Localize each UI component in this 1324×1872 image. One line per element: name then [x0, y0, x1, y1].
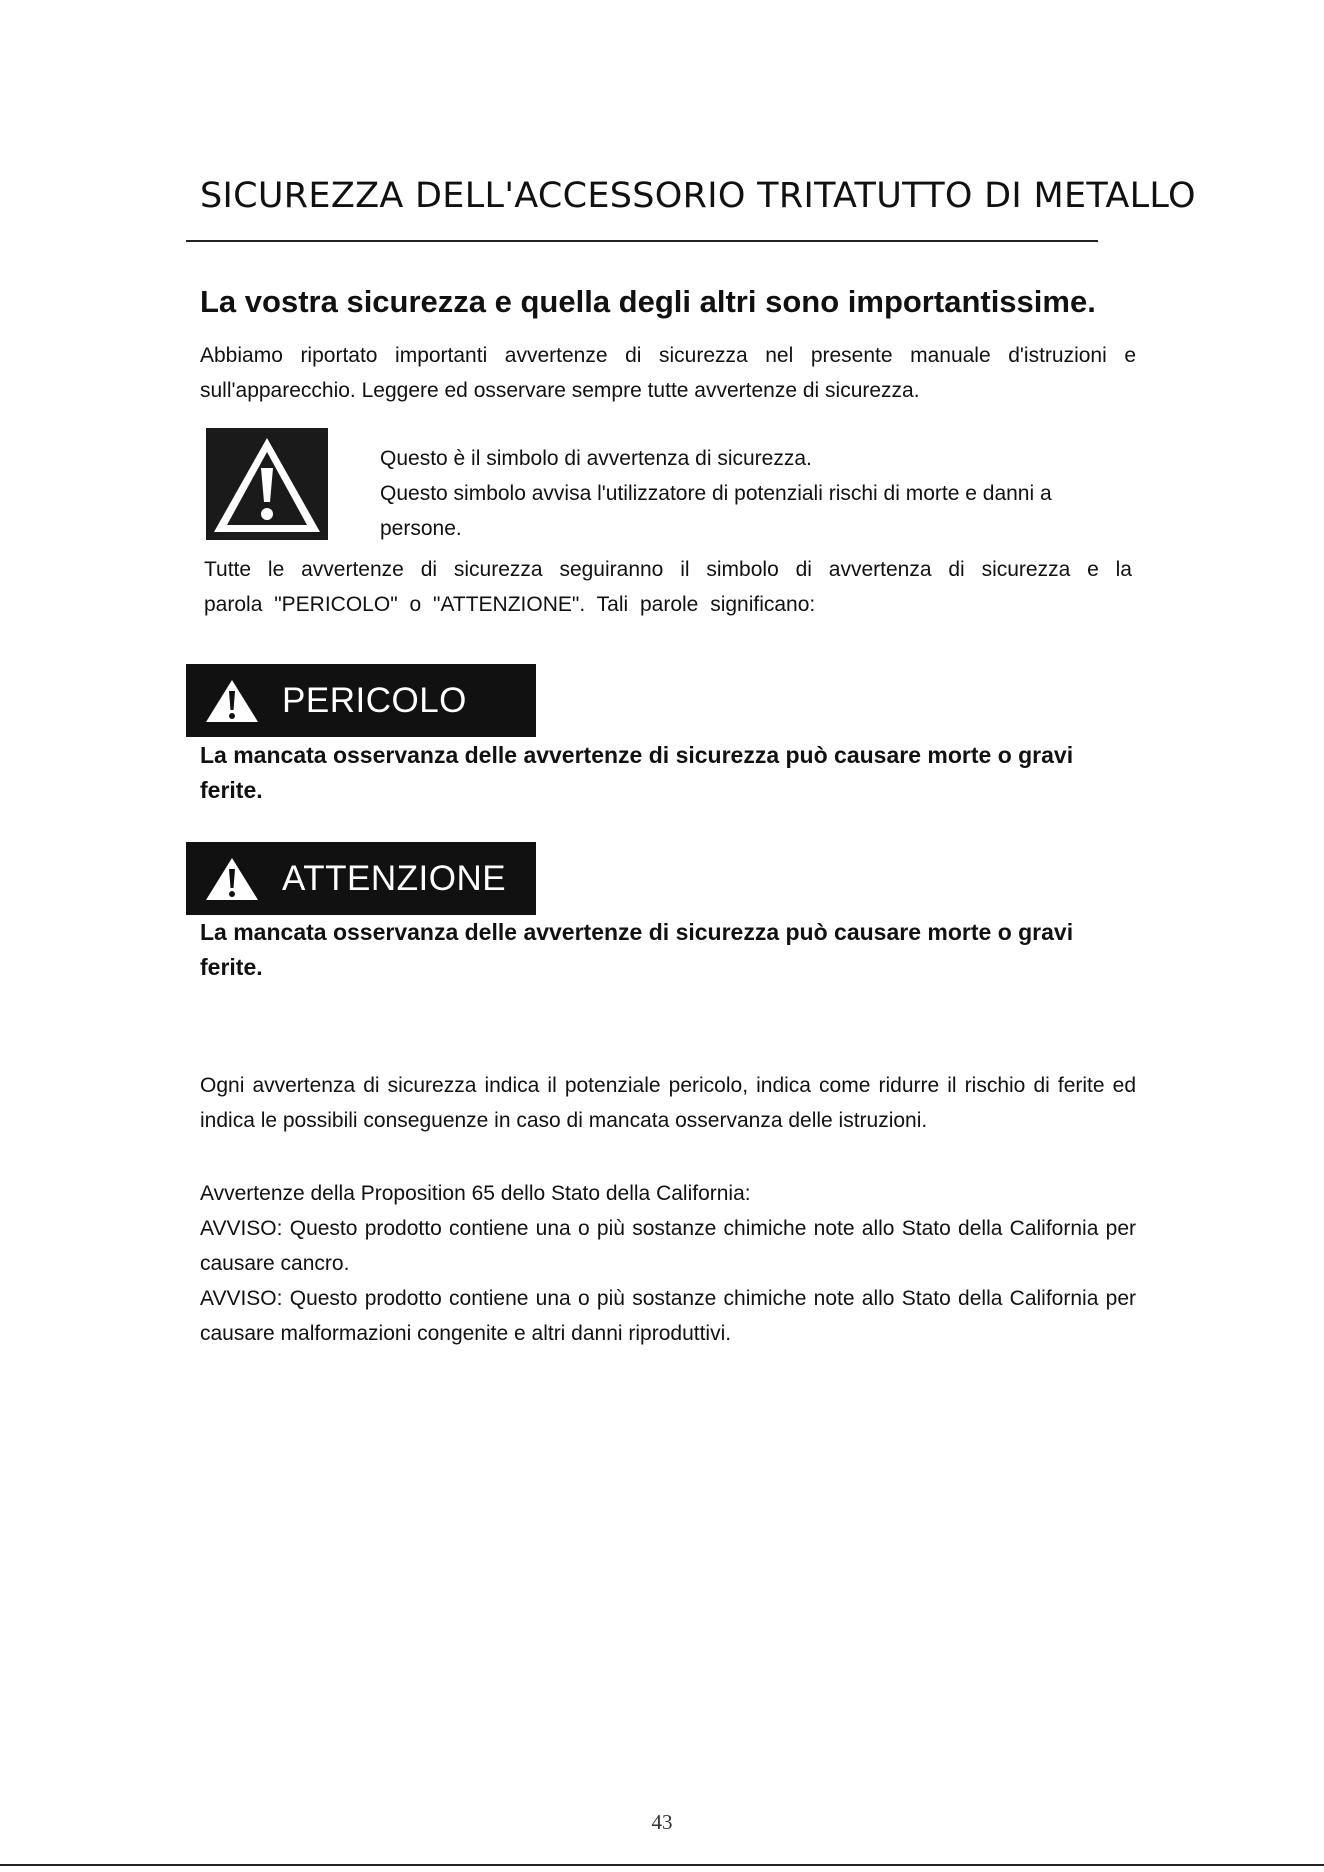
bottom-divider — [0, 1864, 1324, 1866]
title-divider — [186, 240, 1098, 242]
warning-triangle-icon — [204, 678, 260, 724]
warning-description: La mancata osservanza delle avvertenze di sicurezza può causare morte o gravi ferite. — [200, 919, 1074, 980]
prop65-heading: Avvertenze della Proposition 65 dello Stato della California: — [200, 1182, 751, 1205]
danger-label — [186, 664, 536, 737]
prop65-notice-1: AVVISO: Questo prodotto contiene una o più sostanze chimiche note allo Stato della California per causare cancro. — [200, 1217, 1136, 1275]
danger-description: La mancata osservanza delle avvertenze di sicurezza può causare morte o gravi ferite. — [200, 742, 1074, 803]
warning-label-text: ATTENZIONE — [282, 858, 507, 898]
danger-label-text: PERICOLO — [282, 680, 467, 720]
warning-label — [186, 842, 536, 915]
page-number: 43 — [651, 1810, 673, 1834]
section-subtitle: La vostra sicurezza e quella degli altri sono importantissime. — [200, 284, 1096, 319]
prop65-notice-2: AVVISO: Questo prodotto contiene una o più sostanze chimiche note allo Stato della California per causare malformazioni congenite e altri danni riproduttivi. — [200, 1287, 1136, 1345]
warning-triangle-icon — [206, 428, 328, 540]
signal-words-line-1: Tutte le avvertenze di sicurezza seguiranno il simbolo di avvertenza di sicurezza e la — [204, 558, 1132, 581]
symbol-line-1: Questo è il simbolo di avvertenza di sicurezza. — [380, 447, 812, 470]
page-title: SICUREZZA DELL'ACCESSORIO TRITATUTTO DI METALLO — [200, 176, 1196, 216]
signal-words-line-2: parola "PERICOLO" o "ATTENZIONE". Tali parole significano: — [204, 593, 816, 616]
intro-paragraph: Abbiamo riportato importanti avvertenze di sicurezza nel presente manuale d'istruzioni e sull'apparecchio. Leggere ed osservare sempre tutte avvertenze di sicurezza. — [200, 344, 1136, 402]
symbol-line-2: Questo simbolo avvisa l'utilizzatore di potenziali rischi di morte e danni a persone. — [380, 482, 1052, 540]
general-paragraph: Ogni avvertenza di sicurezza indica il potenziale pericolo, indica come ridurre il rischio di ferite ed indica le possibili conseguenze in caso di mancata osservanza delle istruzioni. — [200, 1074, 1136, 1132]
warning-triangle-icon — [204, 856, 260, 902]
prop65-section — [200, 1176, 1136, 1351]
symbol-description — [380, 441, 1136, 546]
